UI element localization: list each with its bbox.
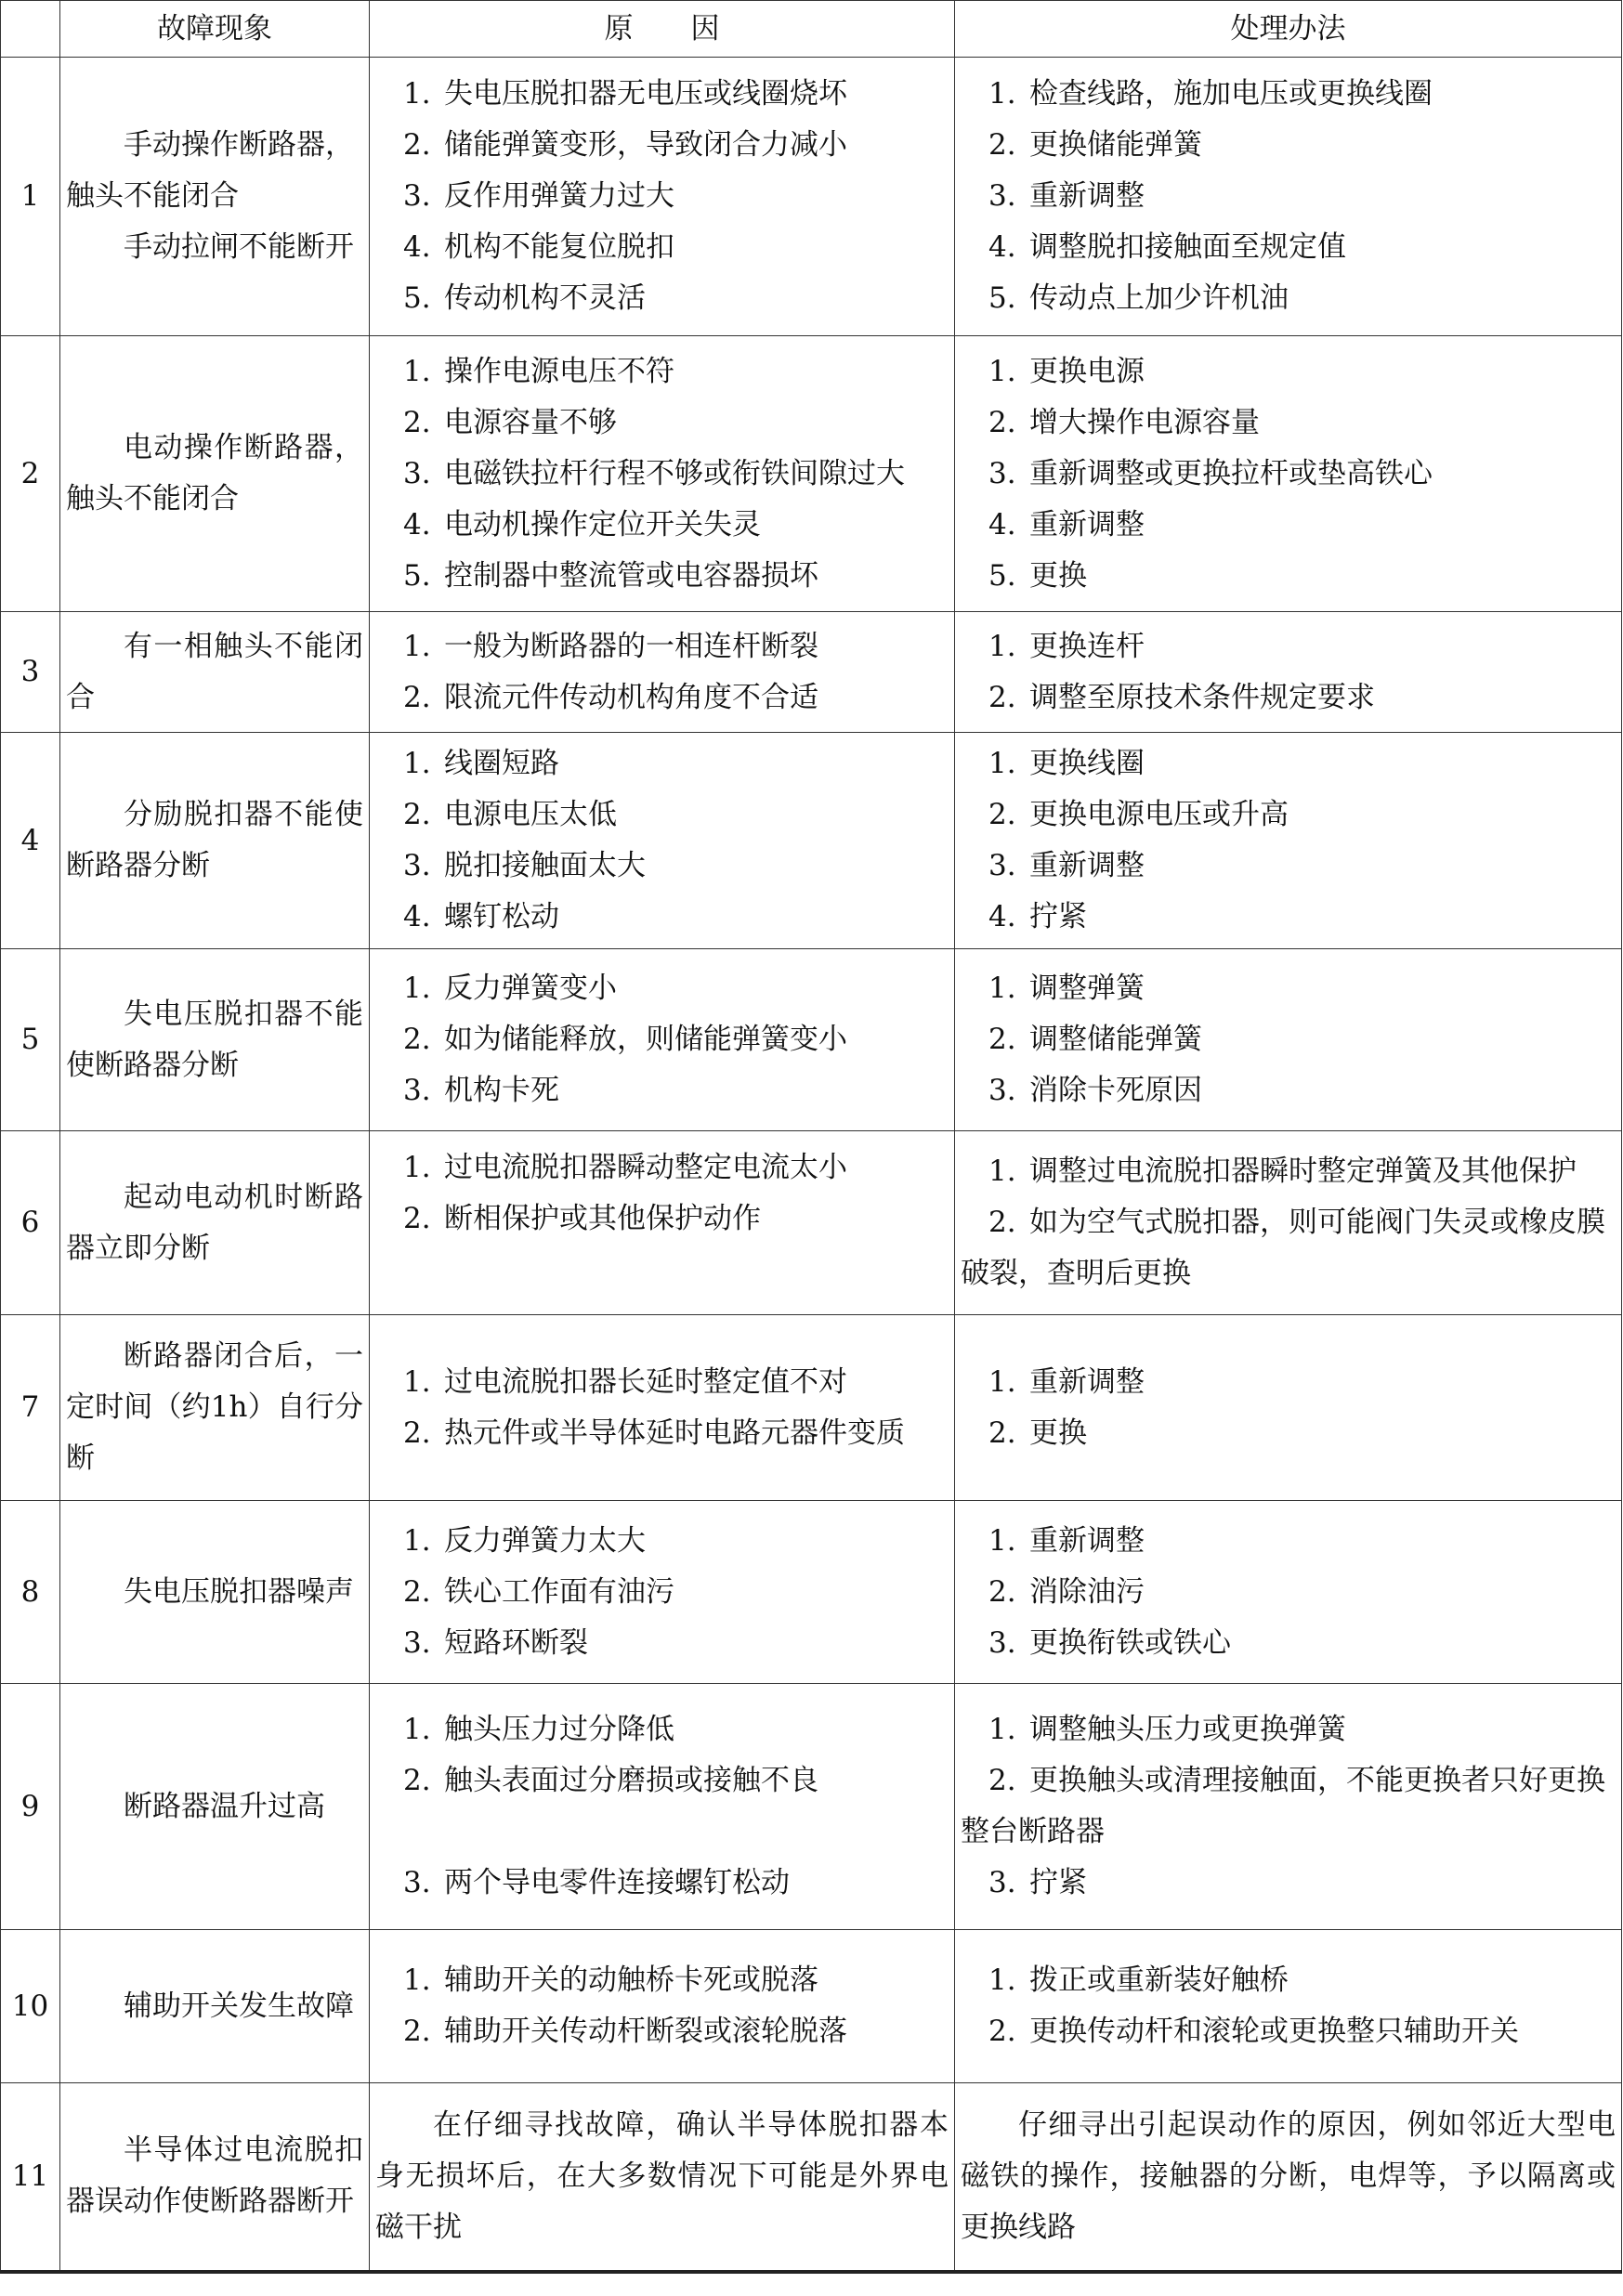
symptom-text: 半导体过电流脱扣器误动作使断路器断开 — [66, 2133, 363, 2219]
list-item: 1. 拨正或重新装好触桥 — [988, 1963, 1289, 1997]
solution-paragraph: 仔细寻出引起误动作的原因，例如邻近大型电磁铁的操作，接触器的分断，电焊等，予以隔离或更换线路 — [961, 2107, 1616, 2244]
solution-cell — [955, 612, 1622, 733]
list-item: 5. 更换 — [988, 558, 1087, 593]
row-number: 7 — [1, 1315, 60, 1501]
list-item: 3. 脱扣接触面太大 — [403, 849, 646, 882]
list-item: 2. 更换传动杆和滚轮或更换整只辅助开关 — [988, 2015, 1519, 2048]
table-row — [1, 1930, 1622, 2083]
header-solution: 处理办法 — [955, 1, 1622, 58]
solution-cell — [955, 949, 1622, 1131]
list-item: 1. 失电压脱扣器无电压或线圈烧坏 — [403, 77, 847, 111]
symptom-text: 失电压脱扣器噪声 — [124, 1574, 354, 1609]
list-item: 2. 如为储能释放，则储能弹簧变小 — [403, 1023, 847, 1056]
cause-cell — [370, 949, 955, 1131]
list-item: 1. 更换线圈 — [988, 747, 1145, 780]
list-item: 3. 消除卡死原因 — [988, 1074, 1202, 1107]
table-row — [1, 1315, 1622, 1501]
symptom-cell — [60, 1684, 370, 1930]
list-item: 2. 断相保护或其他保护动作 — [403, 1202, 761, 1235]
list-item: 1. 反力弹簧变小 — [403, 972, 617, 1005]
solution-cell — [955, 2083, 1622, 2272]
header-cause: 原 因 — [370, 1, 955, 58]
list-item: 1. 调整过电流脱扣器瞬时整定弹簧及其他保护 — [988, 1155, 1577, 1188]
list-item: 3. 短路环断裂 — [403, 1625, 588, 1660]
table-row — [1, 949, 1622, 1131]
table-row — [1, 612, 1622, 733]
solution-cell — [955, 58, 1622, 336]
list-item: 1. 检查线路，施加电压或更换线圈 — [988, 77, 1433, 111]
solution-cell — [955, 336, 1622, 612]
list-item: 3. 重新调整或更换拉杆或垫高铁心 — [988, 456, 1433, 490]
list-item: 4. 螺钉松动 — [403, 900, 559, 933]
row-number: 5 — [1, 949, 60, 1131]
solution-cell — [955, 1501, 1622, 1684]
list-item: 1. 过电流脱扣器瞬动整定电流太小 — [403, 1151, 847, 1184]
list-item: 3. 反作用弹簧力过大 — [403, 179, 674, 213]
symptom-text: 失电压脱扣器不能使断路器分断 — [66, 997, 363, 1082]
list-item: 3. 更换衔铁或铁心 — [988, 1625, 1231, 1660]
symptom-text: 电动操作断路器，触头不能闭合 — [66, 431, 363, 515]
list-item: 2. 辅助开关传动杆断裂或滚轮脱落 — [403, 2015, 847, 2048]
table-row — [1, 2083, 1622, 2272]
symptom-cell — [60, 2083, 370, 2272]
row-number: 6 — [1, 1131, 60, 1315]
list-item: 5. 传动点上加少许机油 — [988, 281, 1289, 315]
solution-cell — [955, 1684, 1622, 1930]
list-item: 3. 机构卡死 — [403, 1074, 559, 1107]
cause-cell — [370, 1501, 955, 1684]
header-row — [1, 1, 1622, 58]
table-row — [1, 733, 1622, 949]
cause-cell — [370, 612, 955, 733]
symptom-cell — [60, 949, 370, 1131]
cause-cell — [370, 1315, 955, 1501]
symptom-text: 辅助开关发生故障 — [124, 1989, 354, 2023]
list-item: 4. 重新调整 — [988, 507, 1145, 541]
list-item: 2. 增大操作电源容量 — [988, 405, 1260, 439]
list-item: 2. 消除油污 — [988, 1574, 1145, 1609]
row-number: 2 — [1, 336, 60, 612]
table-row — [1, 1501, 1622, 1684]
list-item: 2. 储能弹簧变形，导致闭合力减小 — [403, 128, 847, 162]
solution-cell — [955, 733, 1622, 949]
cause-cell — [370, 2083, 955, 2272]
row-number: 4 — [1, 733, 60, 949]
list-item: 2. 更换电源电压或升高 — [988, 798, 1289, 831]
list-item: 1. 更换连杆 — [988, 629, 1145, 663]
symptom-cell — [60, 58, 370, 336]
symptom-cell — [60, 1930, 370, 2083]
symptom-cell — [60, 1131, 370, 1315]
symptom-cell — [60, 733, 370, 949]
list-item: 2. 调整至原技术条件规定要求 — [988, 680, 1375, 714]
list-item: 1. 重新调整 — [988, 1523, 1145, 1558]
list-item: 4. 电动机操作定位开关失灵 — [403, 507, 761, 541]
cause-cell — [370, 1930, 955, 2083]
list-item: 1. 一般为断路器的一相连杆断裂 — [403, 629, 818, 663]
symptom-text: 断路器温升过高 — [124, 1789, 325, 1823]
list-item: 2. 调整储能弹簧 — [988, 1023, 1202, 1056]
cause-cell — [370, 58, 955, 336]
list-item: 5. 传动机构不灵活 — [403, 281, 646, 315]
symptom-line: 触头不能闭合 — [66, 179, 239, 213]
list-item: 1. 辅助开关的动触桥卡死或脱落 — [403, 1963, 818, 1997]
row-number: 8 — [1, 1501, 60, 1684]
list-item: 3. 重新调整 — [988, 179, 1145, 213]
list-item: 1. 触头压力过分降低 — [403, 1713, 674, 1746]
symptom-text: 分励脱扣器不能使断路器分断 — [66, 798, 363, 882]
list-item: 2. 更换触头或清理接触面，不能更换者只好更换整台断路器 — [961, 1764, 1605, 1848]
symptom-cell — [60, 336, 370, 612]
row-number: 11 — [1, 2083, 60, 2272]
row-number: 9 — [1, 1684, 60, 1930]
row-number: 3 — [1, 612, 60, 733]
cause-cell — [370, 1131, 955, 1315]
header-symptom: 故障现象 — [60, 1, 370, 58]
symptom-cell — [60, 1315, 370, 1501]
header-no — [1, 1, 60, 58]
cause-paragraph: 在仔细寻找故障，确认半导体脱扣器本身无损坏后，在大多数情况下可能是外界电磁干扰 — [375, 2107, 949, 2244]
symptom-cell — [60, 1501, 370, 1684]
list-item: 2. 电源容量不够 — [403, 405, 617, 439]
list-item: 1. 调整弹簧 — [988, 972, 1145, 1005]
solution-cell — [955, 1930, 1622, 2083]
list-item: 3. 两个导电零件连接螺钉松动 — [403, 1866, 790, 1899]
table-row — [1, 58, 1622, 336]
list-item: 3. 电磁铁拉杆行程不够或衔铁间隙过大 — [403, 456, 905, 490]
symptom-cell — [60, 612, 370, 733]
list-item: 1. 反力弹簧力太大 — [403, 1523, 646, 1558]
list-item: 1. 操作电源电压不符 — [403, 354, 674, 388]
list-item: 2. 电源电压太低 — [403, 798, 617, 831]
table-row — [1, 336, 1622, 612]
list-item: 4. 机构不能复位脱扣 — [403, 230, 674, 264]
list-item: 2. 更换储能弹簧 — [988, 128, 1202, 162]
list-item: 3. 重新调整 — [988, 849, 1145, 882]
symptom-line: 手动拉闸不能断开 — [124, 230, 354, 264]
list-item: 2. 触头表面过分磨损或接触不良 — [403, 1764, 818, 1797]
list-item: 5. 控制器中整流管或电容器损坏 — [403, 558, 818, 593]
solution-cell — [955, 1315, 1622, 1501]
list-item: 1. 线圈短路 — [403, 747, 559, 780]
table-row — [1, 1684, 1622, 1930]
symptom-line: 手动操作断路器， — [124, 128, 354, 162]
list-item: 1. 调整触头压力或更换弹簧 — [988, 1713, 1346, 1746]
row-number: 1 — [1, 58, 60, 336]
symptom-text: 断路器闭合后，一定时间（约1h）自行分断 — [66, 1339, 363, 1475]
row-number: 10 — [1, 1930, 60, 2083]
symptom-text: 有一相触头不能闭合 — [66, 629, 363, 714]
list-item: 1. 更换电源 — [988, 354, 1145, 388]
list-item: 4. 拧紧 — [988, 900, 1087, 933]
list-item: 2. 更换 — [988, 1415, 1087, 1450]
symptom-text: 起动电动机时断路器立即分断 — [66, 1180, 363, 1265]
table-row — [1, 1131, 1622, 1315]
solution-cell — [955, 1131, 1622, 1315]
cause-cell — [370, 733, 955, 949]
list-item: 4. 调整脱扣接触面至规定值 — [988, 230, 1346, 264]
list-spacer — [375, 1807, 949, 1858]
list-item: 1. 重新调整 — [988, 1364, 1145, 1399]
list-item: 1. 过电流脱扣器长延时整定值不对 — [403, 1364, 847, 1399]
cause-cell — [370, 336, 955, 612]
list-item: 2. 铁心工作面有油污 — [403, 1574, 674, 1609]
list-item: 2. 限流元件传动机构角度不合适 — [403, 680, 818, 714]
list-item: 2. 如为空气式脱扣器，则可能阀门失灵或橡皮膜破裂，查明后更换 — [961, 1206, 1605, 1290]
list-item: 3. 拧紧 — [988, 1866, 1087, 1899]
list-item: 2. 热元件或半导体延时电路元器件变质 — [403, 1415, 905, 1450]
cause-cell — [370, 1684, 955, 1930]
